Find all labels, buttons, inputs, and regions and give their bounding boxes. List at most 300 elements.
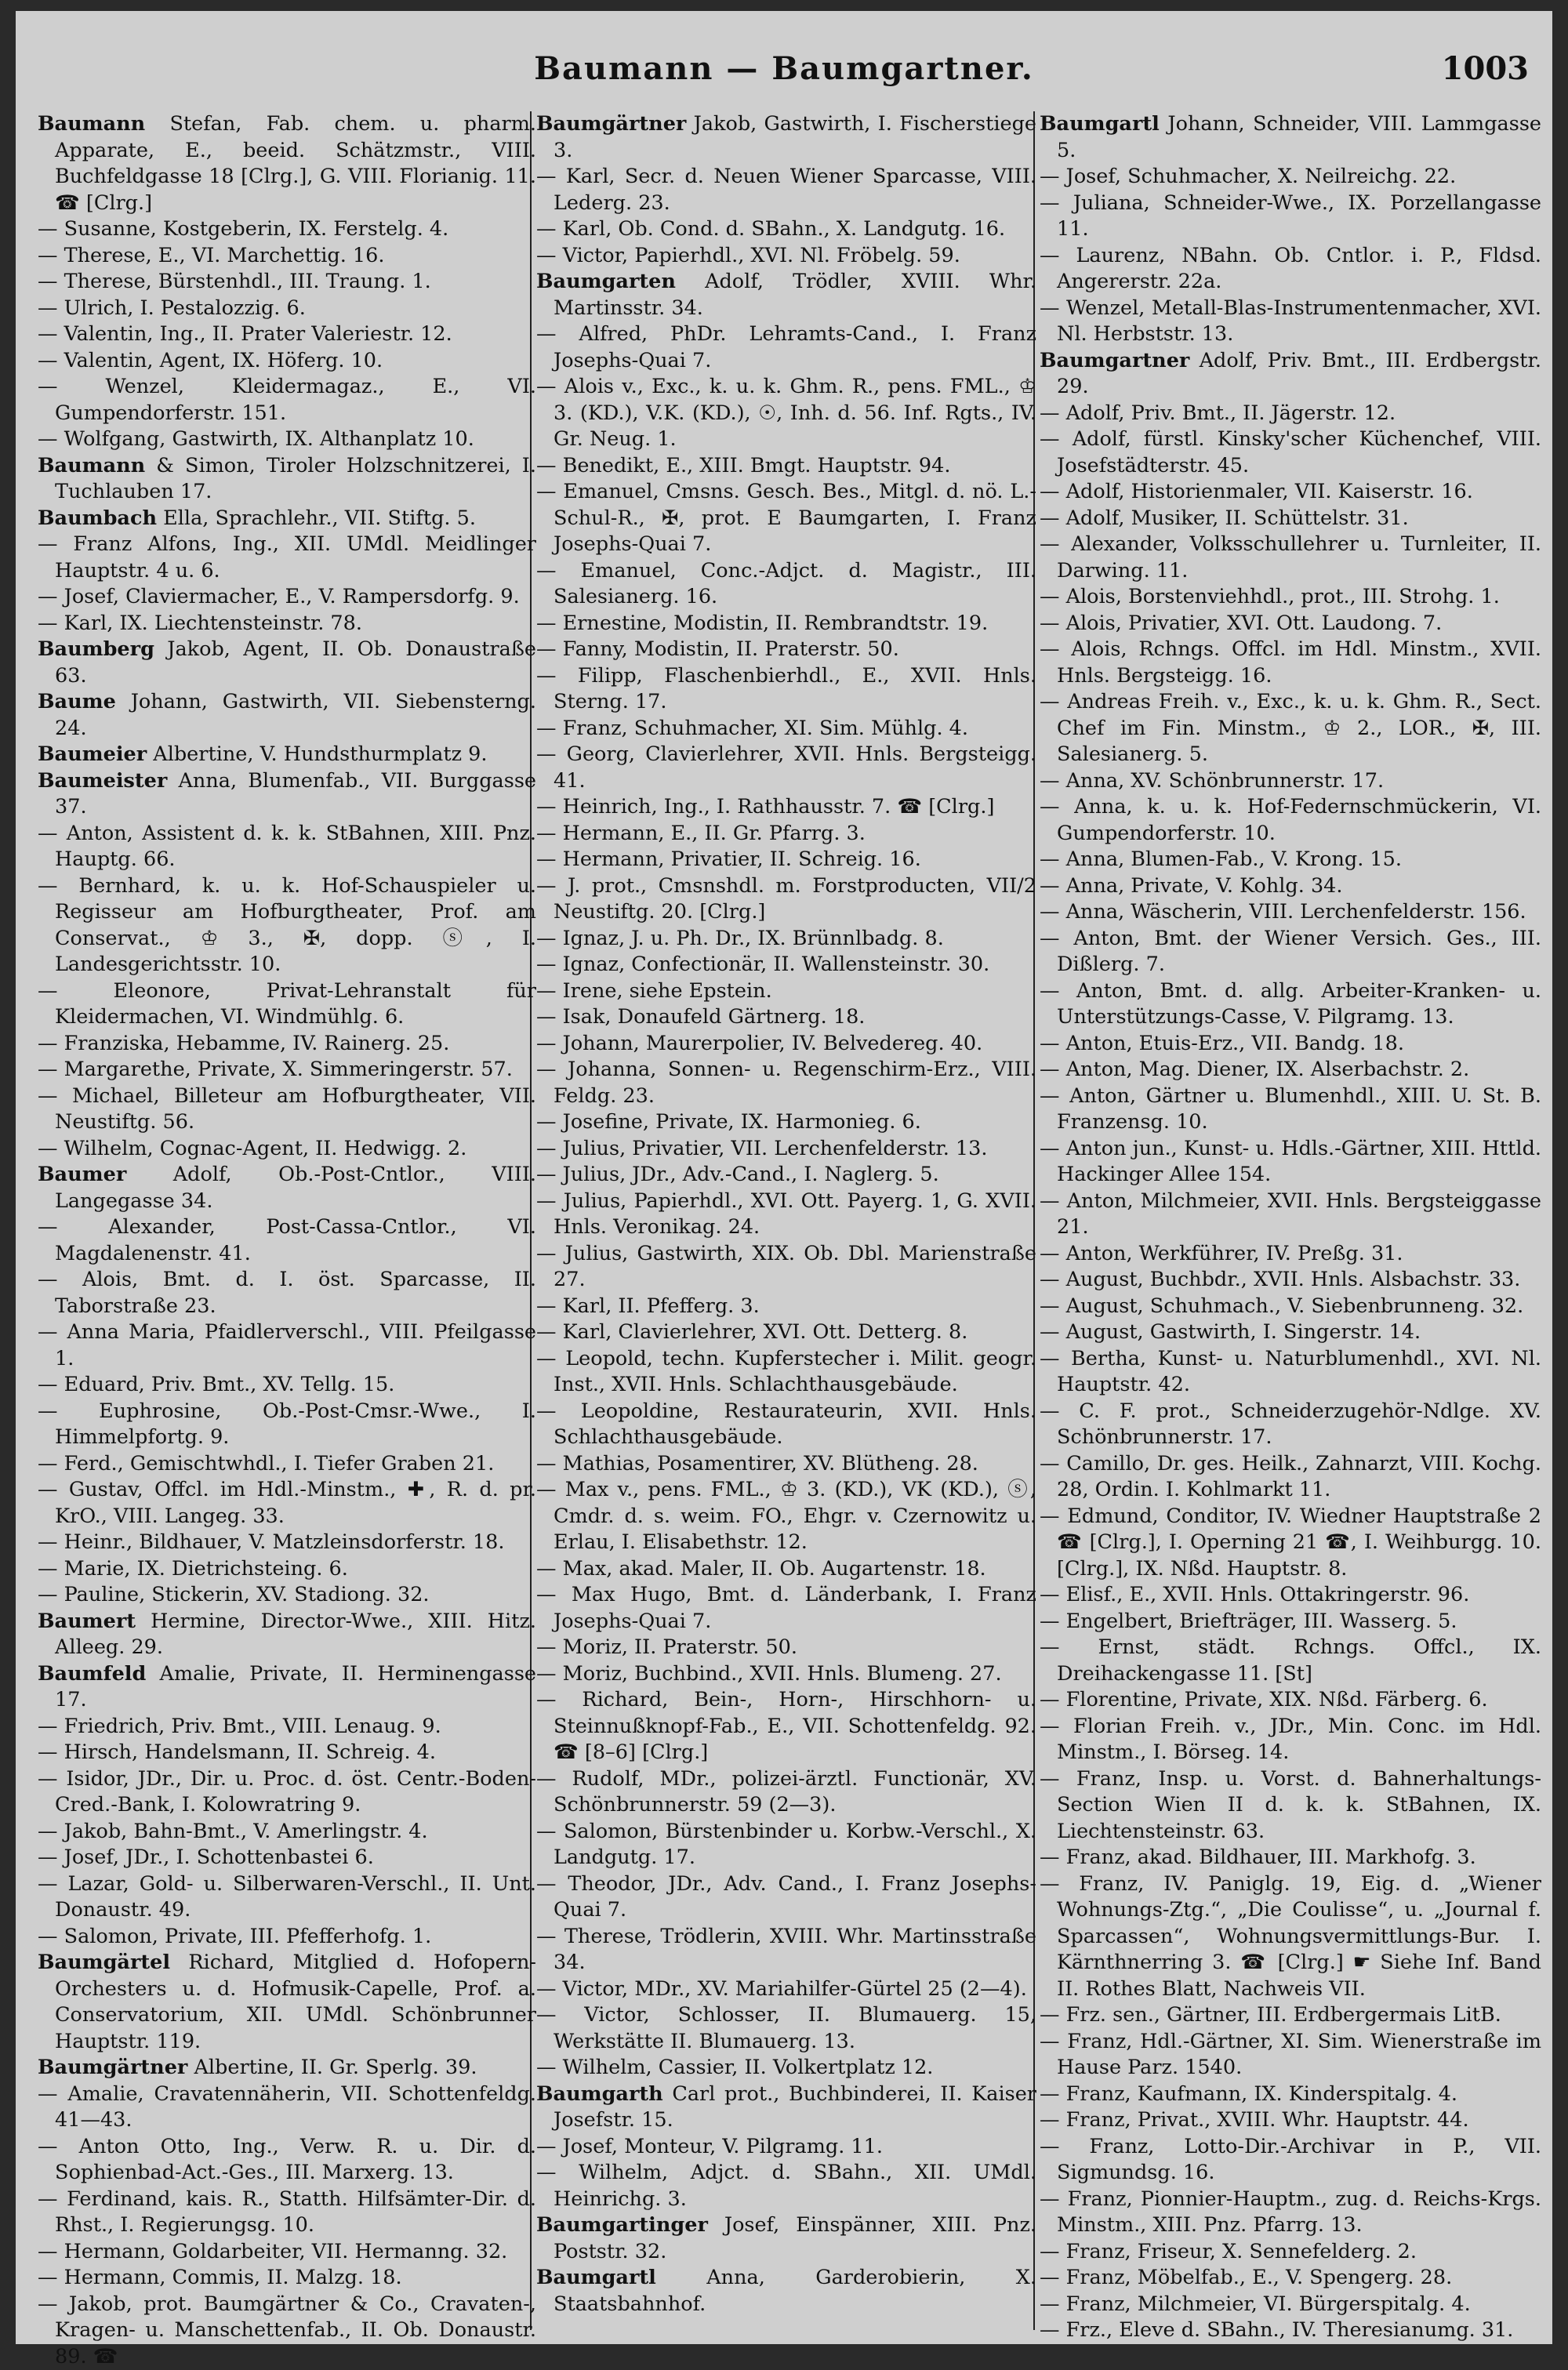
- entry-text: — Moriz, Buchbind., XVII. Hnls. Blumeng. 27.: [536, 1662, 1002, 1686]
- entry-text: — Victor, Papierhdl., XVI. Nl. Fröbelg. 59.: [536, 244, 960, 267]
- directory-entry: [38, 1136, 536, 1163]
- entry-text: — Isak, Donaufeld Gärtnerg. 18.: [536, 1005, 865, 1029]
- entry-text: — Max Hugo, Bmt. d. Länderbank, I. Franz Josephs-Quai 7.: [536, 1583, 1036, 1633]
- entry-text: — Anna, Wäscherin, VIII. Lerchenfelderstr. 156.: [1040, 900, 1526, 924]
- surname-heading: Baumann: [38, 112, 145, 136]
- directory-entry: [536, 1109, 1036, 1136]
- directory-entry: [38, 1372, 536, 1399]
- entry-text: — Franz Alfons, Ing., XII. UMdl. Meidlinger Hauptstr. 4 u. 6.: [38, 532, 536, 583]
- entry-text: — Julius, Gastwirth, XIX. Ob. Dbl. Marienstraße 27.: [536, 1242, 1036, 1292]
- entry-text: — Michael, Billeteur am Hofburgtheater, VII. Neustiftg. 56.: [38, 1084, 536, 1134]
- entry-text: — Laurenz, NBahn. Ob. Cntlor. i. P., Fldsd. Angererstr. 22a.: [1040, 244, 1541, 294]
- entry-text: — Hirsch, Handelsmann, II. Schreig. 4.: [38, 1740, 436, 1764]
- entry-text: — Anton jun., Kunst- u. Hdls.-Gärtner, XIII. Httld. Hackinger Allee 154.: [1040, 1137, 1541, 1187]
- entry-text: — Karl, Ob. Cond. d. SBahn., X. Landgutg. 16.: [536, 217, 1005, 241]
- entry-text: — Alois v., Exc., k. u. k. Ghm. R., pens. FML., ♔ 3. (KD.), V.K. (KD.), ☉, Inh. d. 56. Inf. Rgts., IV. Gr. Neug. 1.: [536, 375, 1036, 451]
- directory-entry: [38, 637, 536, 689]
- directory-entry: [1040, 584, 1541, 611]
- entry-text: — Adolf, Musiker, II. Schüttelstr. 31.: [1040, 506, 1409, 530]
- directory-entry: [1040, 2317, 1541, 2344]
- directory-entry: [1040, 243, 1541, 296]
- entry-text: — Wenzel, Metall-Blas-Instrumentenmacher, XVI. Nl. Herbststr. 13.: [1040, 296, 1541, 347]
- entry-text: — Ferd., Gemischtwhdl., I. Tiefer Graben 21.: [38, 1452, 494, 1475]
- directory-entry: [1040, 296, 1541, 348]
- directory-entry: [38, 269, 536, 296]
- directory-entry: [38, 1845, 536, 1871]
- directory-entry: [536, 111, 1036, 164]
- entry-text: Johann, Schneider, VIII. Lammgasse 5.: [1057, 112, 1541, 162]
- directory-entry: [536, 243, 1036, 270]
- directory-entry: [38, 111, 536, 216]
- entry-text: — Ernst, städt. Rchngs. Offcl., IX. Dreihackengasse 11. [St]: [1040, 1635, 1541, 1686]
- directory-entry: [536, 637, 1036, 663]
- directory-entry: [1040, 1031, 1541, 1058]
- entry-text: — Alois, Bmt. d. I. öst. Sparcasse, II. Taborstraße 23.: [38, 1268, 536, 1318]
- directory-entry: [38, 243, 536, 270]
- directory-entry: [1040, 1294, 1541, 1320]
- entry-text: — Wilhelm, Cognac-Agent, II. Hedwigg. 2.: [38, 1137, 466, 1160]
- directory-entry: [536, 269, 1036, 321]
- entry-text: — Victor, MDr., XV. Mariahilfer-Gürtel 25 (2—4).: [536, 1977, 1027, 2001]
- surname-heading: Baumgärtner: [536, 112, 686, 136]
- entry-text: — Susanne, Kostgeberin, IX. Ferstelg. 4.: [38, 217, 448, 241]
- directory-entry: [38, 1661, 536, 1714]
- directory-entry: [536, 2212, 1036, 2265]
- entry-text: — Filipp, Flaschenbierhdl., E., XVII. Hnls. Sterng. 17.: [536, 664, 1036, 714]
- directory-entry: [38, 1530, 536, 1556]
- directory-entry: [38, 1267, 536, 1319]
- directory-entry: [38, 1924, 536, 1951]
- entry-text: — Franz, Privat., XVIII. Whr. Hauptstr. 44.: [1040, 2108, 1469, 2132]
- directory-entry: [1040, 1399, 1541, 1451]
- entry-text: — Alexander, Post-Cassa-Cntlor., VI. Magdalenenstr. 41.: [38, 1215, 536, 1265]
- directory-page: [16, 11, 1552, 2344]
- entry-text: — Anton, Gärtner u. Blumenhdl., XIII. U. St. B. Franzensg. 10.: [1040, 1084, 1541, 1134]
- entry-text: — Adolf, fürstl. Kinsky'scher Küchenchef, VIII. Josefstädterstr. 45.: [1040, 427, 1541, 477]
- entry-text: — Alois, Borstenviehhdl., prot., III. Strohg. 1.: [1040, 585, 1500, 608]
- entry-text: — Franz, Lotto-Dir.-Archivar in P., VII. Sigmundsg. 16.: [1040, 2135, 1541, 2185]
- directory-entry: [38, 1399, 536, 1451]
- entry-text: — Julius, JDr., Adv.-Cand., I. Naglerg. 5.: [536, 1163, 939, 1186]
- directory-entry: [1040, 689, 1541, 768]
- directory-entry: [536, 978, 1036, 1005]
- entry-text: — Alexander, Volksschullehrer u. Turnleiter, II. Darwing. 11.: [1040, 532, 1541, 583]
- entry-text: — Franz, Pionnier-Hauptm., zug. d. Reichs-Krgs. Minstm., XIII. Pnz. Pfarrg. 13.: [1040, 2187, 1541, 2238]
- directory-entry: [38, 1582, 536, 1609]
- entry-text: & Simon, Tiroler Holzschnitzerei, I. Tuchlauben 17.: [55, 454, 536, 504]
- surname-heading: Baumgarth: [536, 2082, 663, 2106]
- entry-text: — Franz, Kaufmann, IX. Kinderspitalg. 4.: [1040, 2082, 1457, 2106]
- entry-text: — Hermann, E., II. Gr. Pfarrg. 3.: [536, 822, 866, 845]
- entry-text: — Florian Freih. v., JDr., Min. Conc. im Hdl. Minstm., I. Börseg. 14.: [1040, 1715, 1541, 1765]
- entry-text: Albertine, II. Gr. Sperlg. 39.: [187, 2056, 477, 2079]
- entry-text: — August, Gastwirth, I. Singerstr. 14.: [1040, 1320, 1421, 1344]
- directory-entry: [38, 768, 536, 821]
- entry-text: — Alfred, PhDr. Lehramts-Cand., I. Franz Josephs-Quai 7.: [536, 322, 1036, 372]
- entry-text: — Wolfgang, Gastwirth, IX. Althanplatz 10.: [38, 427, 474, 451]
- entry-text: — Franz, Möbelfab., E., V. Spengerg. 28.: [1040, 2266, 1452, 2289]
- entry-text: — Emanuel, Conc.-Adjct. d. Magistr., III. Salesianerg. 16.: [536, 559, 1036, 609]
- entry-text: — Salomon, Bürstenbinder u. Korbw.-Verschl., X. Landgutg. 17.: [536, 1820, 1036, 1870]
- entry-text: — Frz., Eleve d. SBahn., IV. Theresianumg. 31.: [1040, 2318, 1513, 2342]
- surname-heading: Baumgartinger: [536, 2213, 708, 2237]
- entry-text: Albertine, V. Hundsthurmplatz 9.: [147, 742, 487, 766]
- column-1: [38, 111, 536, 2330]
- directory-entry: [1040, 1189, 1541, 1241]
- directory-entry: [1040, 2239, 1541, 2266]
- entry-text: — Bertha, Kunst- u. Naturblumenhdl., XVI. Nl. Hauptstr. 42.: [1040, 1347, 1541, 1397]
- entry-text: — Bernhard, k. u. k. Hof-Schauspieler u. Regisseur am Hofburgtheater, Prof. am Conservat., ♔ 3., ✠, dopp. ⓢ, I. Landesgerichtsstr. 10.: [38, 874, 536, 977]
- directory-entry: [1040, 978, 1541, 1031]
- directory-entry: [1040, 847, 1541, 873]
- entry-text: — Josef, Claviermacher, E., V. Rampersdorfg. 9.: [38, 585, 520, 608]
- directory-entry: [38, 216, 536, 243]
- directory-entry: [38, 1714, 536, 1740]
- entry-text: Jakob, Gastwirth, I. Fischerstiege 3.: [554, 112, 1036, 162]
- entry-text: — Rudolf, MDr., polizei-ärztl. Functionär, XV. Schönbrunnerstr. 59 (2—3).: [536, 1767, 1036, 1817]
- entry-text: Carl prot., Buchbinderei, II. Kaiser Josefstr. 15.: [554, 2082, 1036, 2132]
- directory-entry: [536, 558, 1036, 611]
- entry-text: — Ernestine, Modistin, II. Rembrandtstr. 19.: [536, 612, 988, 635]
- entry-text: — Georg, Clavierlehrer, XVII. Hnls. Bergsteigg. 41.: [536, 742, 1036, 793]
- directory-entry: [536, 321, 1036, 374]
- directory-entry: [1040, 1136, 1541, 1189]
- entry-text: — Anton, Werkführer, IV. Preßg. 31.: [1040, 1242, 1403, 1265]
- directory-entry: [38, 374, 536, 426]
- entry-text: — Benedikt, E., XIII. Bmgt. Hauptstr. 94.: [536, 454, 950, 477]
- entry-text: — Pauline, Stickerin, XV. Stadiong. 32.: [38, 1583, 430, 1606]
- entry-text: — Franz, IV. Paniglg. 19, Eig. d. „Wiener Wohnungs-Ztg.“, „Die Coulisse“, u. „Journal f. Sparcassen“, Wohnungsvermittlungs-Bur. I. Kärnthnerring 3. ☎ [Clrg.] ☛ Siehe Inf. Band II. Rothes Blatt, Nachweis VII.: [1040, 1872, 1541, 2001]
- directory-entry: [1040, 1687, 1541, 1714]
- surname-heading: Baumfeld: [38, 1662, 146, 1686]
- directory-entry: [536, 374, 1036, 453]
- surname-heading: Baumann: [38, 454, 145, 477]
- directory-entry: [536, 1871, 1036, 1924]
- directory-entry: [38, 1031, 536, 1058]
- running-title: Baumann — Baumgartner.: [16, 50, 1552, 87]
- entry-text: — Anna, Blumen-Fab., V. Krong. 15.: [1040, 847, 1402, 871]
- directory-entry: [38, 1162, 536, 1214]
- directory-entry: [1040, 2292, 1541, 2318]
- directory-entry: [38, 1083, 536, 1136]
- directory-entry: [38, 2081, 536, 2134]
- entry-text: Anna, Garderobierin, X. Staatsbahnhof.: [554, 2266, 1036, 2316]
- directory-entry: [38, 1477, 536, 1530]
- entry-text: — Ignaz, Confectionär, II. Wallensteinstr. 30.: [536, 953, 989, 976]
- directory-entry: [38, 2265, 536, 2292]
- directory-entry: [536, 216, 1036, 243]
- directory-entry: [1040, 926, 1541, 978]
- directory-entry: [1040, 191, 1541, 243]
- directory-entry: [1040, 2187, 1541, 2239]
- directory-entry: [38, 321, 536, 348]
- directory-entry: [536, 1294, 1036, 1320]
- directory-entry: [1040, 1582, 1541, 1609]
- entry-text: — Heinr., Bildhauer, V. Matzleinsdorferstr. 18.: [38, 1530, 504, 1554]
- directory-entry: [38, 1214, 536, 1267]
- entry-text: Adolf, Trödler, XVIII. Whr. Martinsstr. 34.: [554, 270, 1036, 320]
- entry-text: — C. F. prot., Schneiderzugehör-Ndlge. XV. Schönbrunnerstr. 17.: [1040, 1399, 1541, 1450]
- surname-heading: Baumeister: [38, 769, 167, 793]
- entry-text: — Eleonore, Privat-Lehranstalt für Kleidermachen, VI. Windmühlg. 6.: [38, 979, 536, 1029]
- entry-text: — Josef, Schuhmacher, X. Neilreichg. 22.: [1040, 165, 1456, 188]
- directory-entry: [1040, 506, 1541, 532]
- directory-entry: [536, 1687, 1036, 1766]
- entry-text: — Anton, Milchmeier, XVII. Hnls. Bergsteiggasse 21.: [1040, 1189, 1541, 1239]
- entry-text: — Leopoldine, Restaurateurin, XVII. Hnls. Schlachthausgebäude.: [536, 1399, 1036, 1450]
- entry-text: Jakob, Agent, II. Ob. Donaustraße 63.: [55, 637, 536, 688]
- directory-entry: [536, 164, 1036, 216]
- entry-text: — Max v., pens. FML., ♔ 3. (KD.), VK (KD.), ⓢ, Cmdr. d. s. weim. FO., Ehgr. v. Czernowitz u. Erlau, I. Elisabethstr. 12.: [536, 1478, 1036, 1554]
- directory-entry: [1040, 1871, 1541, 2003]
- directory-entry: [1040, 1504, 1541, 1583]
- entry-text: — Marie, IX. Dietrichsteing. 6.: [38, 1557, 348, 1581]
- entry-text: — Anton, Bmt. der Wiener Versich. Ges., III. Dißlerg. 7.: [1040, 927, 1541, 977]
- directory-entry: [536, 2081, 1036, 2134]
- entry-text: — Leopold, techn. Kupferstecher i. Milit. geogr. Inst., XVII. Hnls. Schlachthausgebäude.: [536, 1347, 1036, 1397]
- entry-text: — Anna, k. u. k. Hof-Federnschmückerin, VI. Gumpendorferstr. 10.: [1040, 795, 1541, 845]
- directory-entry: [536, 1346, 1036, 1399]
- entry-text: — Anton, Bmt. d. allg. Arbeiter-Kranken- u. Unterstützungs-Casse, V. Pilgramg. 13.: [1040, 979, 1541, 1029]
- directory-entry: [38, 1871, 536, 1924]
- entry-text: — Engelbert, Briefträger, III. Wasserg. 5.: [1040, 1610, 1457, 1633]
- entry-text: — Karl, II. Pfefferg. 3.: [536, 1294, 760, 1318]
- entry-text: — Gustav, Offcl. im Hdl.-Minstm., ✚, R. d. pr. KrO., VIII. Langeg. 33.: [38, 1478, 536, 1528]
- directory-entry: [536, 2265, 1036, 2317]
- directory-entry: [38, 1057, 536, 1083]
- entry-text: Amalie, Private, II. Herminengasse 17.: [55, 1662, 536, 1712]
- entry-text: Stefan, Fab. chem. u. pharm. Apparate, E., beeid. Schätzmstr., VIII. Buchfeldgasse 18 [Clrg.], G. VIII. Florianig. 11. ☎ [Clrg.]: [55, 112, 536, 215]
- surname-heading: Baumer: [38, 1163, 126, 1186]
- entry-text: — Valentin, Agent, IX. Höferg. 10.: [38, 349, 383, 372]
- entry-text: — Therese, Bürstenhdl., III. Traung. 1.: [38, 270, 431, 293]
- entry-text: — Heinrich, Ing., I. Rathhausstr. 7. ☎ [Clrg.]: [536, 795, 994, 818]
- surname-heading: Baume: [38, 690, 116, 713]
- entry-text: Anna, Blumenfab., VII. Burggasse 37.: [55, 769, 536, 819]
- entry-text: — Camillo, Dr. ges. Heilk., Zahnarzt, VIII. Kochg. 28, Ordin. I. Kohlmarkt 11.: [1040, 1452, 1541, 1502]
- directory-entry: [38, 611, 536, 637]
- surname-heading: Baumgarten: [536, 270, 676, 293]
- directory-entry: [1040, 479, 1541, 506]
- entry-text: — Max, akad. Maler, II. Ob. Augartenstr. 18.: [536, 1557, 986, 1581]
- entry-text: — Fanny, Modistin, II. Praterstr. 50.: [536, 637, 899, 661]
- directory-entry: [38, 1556, 536, 1583]
- directory-entry: [38, 2055, 536, 2081]
- directory-entry: [38, 532, 536, 584]
- directory-entry: [536, 821, 1036, 847]
- entry-text: — Frz. sen., Gärtner, III. Erdbergermais LitB.: [1040, 2003, 1501, 2027]
- directory-entry: [536, 1582, 1036, 1635]
- entry-text: — Anton, Assistent d. k. k. StBahnen, XIII. Pnz. Hauptg. 66.: [38, 822, 536, 872]
- directory-entry: [1040, 611, 1541, 637]
- directory-entry: [1040, 873, 1541, 900]
- entry-text: Hermine, Director-Wwe., XIII. Hitz. Alleeg. 29.: [55, 1610, 536, 1660]
- entry-text: — Franz, Schuhmacher, XI. Sim. Mühlg. 4.: [536, 717, 968, 740]
- directory-entry: [536, 716, 1036, 742]
- entry-text: — Anton Otto, Ing., Verw. R. u. Dir. d. Sophienbad-Act.-Ges., III. Marxerg. 13.: [38, 2135, 536, 2185]
- directory-entry: [536, 794, 1036, 821]
- directory-entry: [1040, 1241, 1541, 1268]
- directory-entry: [38, 426, 536, 453]
- directory-entry: [536, 663, 1036, 716]
- entry-text: — Therese, E., VI. Marchettig. 16.: [38, 244, 384, 267]
- directory-entry: [536, 847, 1036, 873]
- entry-text: — Josef, Monteur, V. Pilgramg. 11.: [536, 2135, 883, 2158]
- entry-text: — Isidor, JDr., Dir. u. Proc. d. öst. Centr.-Boden-Cred.-Bank, I. Kolowratring 9.: [38, 1767, 536, 1817]
- directory-entry: [1040, 111, 1541, 164]
- entry-text: Richard, Mitglied d. Hofopern-Orchesters u. d. Hofmusik-Capelle, Prof. a. Conservatorium, XII. UMdl. Schönbrunner Hauptstr. 119.: [55, 1951, 536, 2053]
- directory-entry: [536, 1004, 1036, 1031]
- directory-entry: [536, 1766, 1036, 1819]
- directory-entry: [1040, 426, 1541, 479]
- entry-text: Josef, Einspänner, XIII. Pnz. Poststr. 32.: [554, 2213, 1036, 2263]
- entry-text: — Adolf, Historienmaler, VII. Kaiserstr. 16.: [1040, 480, 1473, 503]
- entry-text: — Lazar, Gold- u. Silberwaren-Verschl., II. Unt. Donaustr. 49.: [38, 1872, 536, 1922]
- directory-entry: [38, 978, 536, 1031]
- entry-text: — Anton, Etuis-Erz., VII. Bandg. 18.: [1040, 1032, 1404, 1055]
- entry-text: — Adolf, Priv. Bmt., II. Jägerstr. 12.: [1040, 401, 1396, 425]
- entry-text: Ella, Sprachlehr., VII. Stiftg. 5.: [157, 506, 476, 530]
- directory-entry: [38, 2292, 536, 2370]
- entry-text: — Margarethe, Private, X. Simmeringerstr. 57.: [38, 1058, 513, 1081]
- directory-entry: [38, 2239, 536, 2266]
- directory-entry: [536, 1399, 1036, 1451]
- entry-text: — Anna Maria, Pfaidlerverschl., VIII. Pfeilgasse 1.: [38, 1320, 536, 1370]
- directory-entry: [1040, 2081, 1541, 2108]
- entry-text: — Franz, Milchmeier, VI. Bürgerspitalg. 4.: [1040, 2292, 1471, 2316]
- directory-entry: [1040, 1083, 1541, 1136]
- entry-text: — Wilhelm, Cassier, II. Volkertplatz 12.: [536, 2056, 933, 2079]
- surname-heading: Baumgärtner: [38, 2056, 187, 2079]
- directory-entry: [1040, 1845, 1541, 1871]
- page-header: [16, 50, 1552, 97]
- entry-text: — Josefine, Private, IX. Harmonieg. 6.: [536, 1110, 921, 1134]
- directory-entry: [38, 1819, 536, 1846]
- directory-entry: [536, 2160, 1036, 2212]
- directory-entry: [536, 453, 1036, 480]
- directory-entry: [1040, 1714, 1541, 1766]
- surname-heading: Baumeier: [38, 742, 147, 766]
- directory-entry: [1040, 1609, 1541, 1635]
- directory-entry: [1040, 2029, 1541, 2081]
- directory-entry: [1040, 768, 1541, 795]
- entry-text: — Karl, Secr. d. Neuen Wiener Sparcasse, VIII. Lederg. 23.: [536, 165, 1036, 215]
- directory-entry: [1040, 637, 1541, 689]
- entry-text: Adolf, Ob.-Post-Cntlor., VIII. Langegasse 34.: [55, 1163, 536, 1213]
- entry-text: — Johanna, Sonnen- u. Regenschirm-Erz., VIII. Feldg. 23.: [536, 1058, 1036, 1108]
- entry-text: — Franz, Hdl.-Gärtner, XI. Sim. Wienerstraße im Hause Parz. 1540.: [1040, 2030, 1541, 2080]
- entry-text: — Therese, Trödlerin, XVIII. Whr. Martinsstraße 34.: [536, 1925, 1036, 1975]
- entry-text: — Elisf., E., XVII. Hnls. Ottakringerstr. 96.: [1040, 1583, 1469, 1606]
- surname-heading: Baumert: [38, 1610, 136, 1633]
- entry-text: — Josef, JDr., I. Schottenbastei 6.: [38, 1846, 374, 1869]
- entry-text: — Moriz, II. Praterstr. 50.: [536, 1635, 797, 1659]
- directory-entry: [38, 742, 536, 768]
- directory-entry: [1040, 1057, 1541, 1083]
- surname-heading: Baumgartl: [536, 2266, 656, 2289]
- directory-entry: [38, 506, 536, 532]
- directory-entry: [536, 1189, 1036, 1241]
- entry-text: — Valentin, Ing., II. Prater Valeriestr. 12.: [38, 322, 452, 346]
- directory-entry: [38, 1319, 536, 1372]
- surname-heading: Baumberg: [38, 637, 154, 661]
- directory-entry: [536, 1136, 1036, 1163]
- directory-entry: [536, 1924, 1036, 1976]
- entry-text: — Karl, IX. Liechtensteinstr. 78.: [38, 612, 362, 635]
- directory-entry: [536, 1451, 1036, 1478]
- entry-text: — Alois, Privatier, XVI. Ott. Laudong. 7.: [1040, 612, 1442, 635]
- directory-entry: [1040, 1766, 1541, 1846]
- directory-entry: [1040, 2134, 1541, 2187]
- directory-entry: [536, 1319, 1036, 1346]
- directory-entry: [1040, 1267, 1541, 1294]
- directory-entry: [536, 2134, 1036, 2161]
- directory-entry: [38, 348, 536, 375]
- directory-entry: [38, 2187, 536, 2239]
- entry-text: — Hermann, Goldarbeiter, VII. Hermanng. 32.: [38, 2240, 507, 2263]
- entry-text: — Ignaz, J. u. Ph. Dr., IX. Brünnlbadg. 8.: [536, 927, 944, 950]
- entry-text: — Alois, Rchngs. Offcl. im Hdl. Minstm., XVII. Hnls. Bergsteigg. 16.: [1040, 637, 1541, 688]
- entry-text: — J. prot., Cmsnshdl. m. Forstproducten, VII/2 Neustiftg. 20. [Clrg.]: [536, 874, 1036, 924]
- entry-text: Johann, Gastwirth, VII. Siebensterng. 24.: [55, 690, 536, 740]
- directory-entry: [38, 873, 536, 978]
- directory-entry: [536, 2002, 1036, 2055]
- directory-entry: [1040, 532, 1541, 584]
- entry-text: — Salomon, Private, III. Pfefferhofg. 1.: [38, 1925, 431, 1948]
- directory-entry: [536, 611, 1036, 637]
- entry-text: — Ferdinand, kais. R., Statth. Hilfsämter-Dir. d. Rhst., I. Regierungsg. 10.: [38, 2187, 536, 2238]
- directory-entry: [536, 926, 1036, 953]
- directory-entry: [536, 1057, 1036, 1109]
- entry-text: — August, Buchbdr., XVII. Hnls. Alsbachstr. 33.: [1040, 1268, 1520, 1291]
- entry-text: — Theodor, JDr., Adv. Cand., I. Franz Josephs-Quai 7.: [536, 1872, 1036, 1922]
- entry-text: — Emanuel, Cmsns. Gesch. Bes., Mitgl. d. nö. L.-Schul-R., ✠, prot. E Baumgarten, I. Franz Josephs-Quai 7.: [536, 480, 1036, 556]
- entry-text: — Richard, Bein-, Horn-, Hirschhorn- u. Steinnußknopf-Fab., E., VII. Schottenfeldg. 92. ☎ [8–6] [Clrg.]: [536, 1688, 1036, 1764]
- entry-text: — Mathias, Posamentirer, XV. Blütheng. 28.: [536, 1452, 978, 1475]
- directory-entry: [1040, 401, 1541, 427]
- directory-entry: [536, 1976, 1036, 2003]
- directory-entry: [536, 1819, 1036, 1871]
- entry-text: — Franz, Insp. u. Vorst. d. Bahnerhaltungs-Section Wien II d. k. k. StBahnen, IX. Liechtensteinstr. 63.: [1040, 1767, 1541, 1843]
- directory-entry: [38, 453, 536, 506]
- entry-text: — Victor, Schlosser, II. Blumauerg. 15, Werkstätte II. Blumauerg. 13.: [536, 2003, 1036, 2053]
- entry-text: — Wilhelm, Adjct. d. SBahn., XII. UMdl. Heinrichg. 3.: [536, 2161, 1036, 2211]
- directory-entry: [38, 1609, 536, 1661]
- directory-entry: [536, 2055, 1036, 2081]
- directory-entry: [1040, 2265, 1541, 2292]
- directory-entry: [38, 821, 536, 873]
- entry-text: — Karl, Clavierlehrer, XVI. Ott. Detterg. 8.: [536, 1320, 967, 1344]
- directory-entry: [536, 952, 1036, 978]
- page-number: 1003: [1442, 50, 1529, 87]
- directory-entry: [1040, 348, 1541, 401]
- directory-entry: [1040, 1635, 1541, 1687]
- entry-text: — Johann, Maurerpolier, IV. Belvedereg. 40.: [536, 1032, 982, 1055]
- entry-text: — Andreas Freih. v., Exc., k. u. k. Ghm. R., Sect. Chef im Fin. Minstm., ♔ 2., LOR., ✠, III. Salesianerg. 5.: [1040, 690, 1541, 766]
- entry-text: — Anna, Private, V. Kohlg. 34.: [1040, 874, 1343, 898]
- entry-text: — Hermann, Commis, II. Malzg. 18.: [38, 2266, 402, 2289]
- column-2: [536, 111, 1036, 2330]
- directory-entry: [38, 584, 536, 611]
- directory-entry: [536, 479, 1036, 558]
- entry-text: — Juliana, Schneider-Wwe., IX. Porzellangasse 11.: [1040, 191, 1541, 241]
- entry-text: — Amalie, Cravatennäherin, VII. Schottenfeldg. 41—43.: [38, 2082, 536, 2132]
- entry-text: — Eduard, Priv. Bmt., XV. Tellg. 15.: [38, 1373, 394, 1396]
- directory-entry: [38, 1766, 536, 1819]
- directory-entry: [536, 1661, 1036, 1688]
- column-3: [1040, 111, 1541, 2330]
- directory-entry: [1040, 794, 1541, 847]
